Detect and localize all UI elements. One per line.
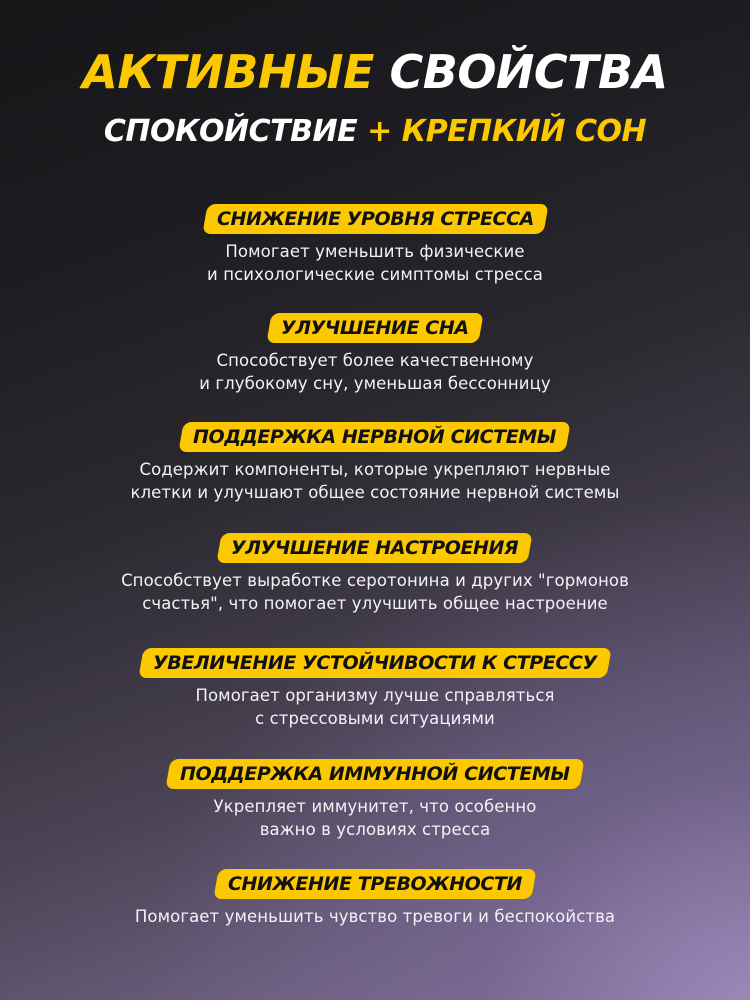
- property-badge-label: СНИЖЕНИЕ УРОВНЯ СТРЕССА: [216, 208, 534, 230]
- property-item-stress-resilience: [0, 648, 750, 730]
- property-item-anxiety-reduction: [0, 869, 750, 928]
- description-line: и глубокому сну, уменьшая бессонницу: [199, 374, 551, 393]
- property-description: [0, 795, 750, 841]
- property-badge: [202, 204, 548, 234]
- property-badge: [138, 648, 611, 678]
- description-line: Способствует более качественному: [216, 351, 534, 370]
- property-badge: [217, 533, 534, 563]
- page-subtitle: [0, 112, 750, 152]
- description-line: Укрепляет иммунитет, что особенно: [213, 797, 537, 816]
- property-description: [0, 349, 750, 395]
- property-badge: [166, 759, 585, 789]
- title-word: СВОЙСТВА: [389, 45, 668, 99]
- subtitle-calm: СПОКОЙСТВИЕ: [103, 114, 358, 149]
- property-description: [0, 240, 750, 286]
- property-badge-label: УЛУЧШЕНИЕ СНА: [281, 317, 469, 339]
- property-item-stress-reduction: [0, 204, 750, 286]
- subtitle-sleep: КРЕПКИЙ СОН: [401, 114, 647, 149]
- property-description: [0, 684, 750, 730]
- description-line: Помогает организму лучше справляться: [195, 686, 555, 705]
- page-title: [0, 44, 750, 100]
- description-line: счастья", что помогает улучшить общее настроение: [142, 594, 608, 613]
- property-item-sleep-improvement: [0, 313, 750, 395]
- description-line: с стрессовыми ситуациями: [255, 709, 495, 728]
- property-badge: [213, 869, 536, 899]
- description-line: и психологические симптомы стресса: [207, 265, 543, 284]
- property-description: [0, 569, 750, 615]
- property-badge: [179, 422, 571, 452]
- description-line: Помогает уменьшить физические: [225, 242, 525, 261]
- property-badge-label: ПОДДЕРЖКА ИММУННОЙ СИСТЕМЫ: [180, 763, 570, 785]
- subtitle-plus: +: [367, 114, 392, 149]
- property-item-mood-improvement: [0, 533, 750, 615]
- property-description: [0, 458, 750, 504]
- property-badge-label: ПОДДЕРЖКА НЕРВНОЙ СИСТЕМЫ: [193, 426, 557, 448]
- title-accent-word: АКТИВНЫЕ: [82, 45, 374, 99]
- property-description: [0, 905, 750, 928]
- property-badge-label: СНИЖЕНИЕ ТРЕВОЖНОСТИ: [228, 873, 522, 895]
- description-line: Содержит компоненты, которые укрепляют нервные: [139, 460, 611, 479]
- description-line: важно в условиях стресса: [259, 820, 491, 839]
- property-item-immune-system: [0, 759, 750, 841]
- property-badge: [267, 313, 484, 343]
- property-badge-label: УВЕЛИЧЕНИЕ УСТОЙЧИВОСТИ К СТРЕССУ: [153, 652, 597, 674]
- property-item-nervous-system: [0, 422, 750, 504]
- description-line: клетки и улучшают общее состояние нервной системы: [130, 483, 620, 502]
- description-line: Способствует выработке серотонина и других "гормонов: [121, 571, 629, 590]
- description-line: Помогает уменьшить чувство тревоги и беспокойства: [134, 907, 616, 926]
- property-badge-label: УЛУЧШЕНИЕ НАСТРОЕНИЯ: [231, 537, 519, 559]
